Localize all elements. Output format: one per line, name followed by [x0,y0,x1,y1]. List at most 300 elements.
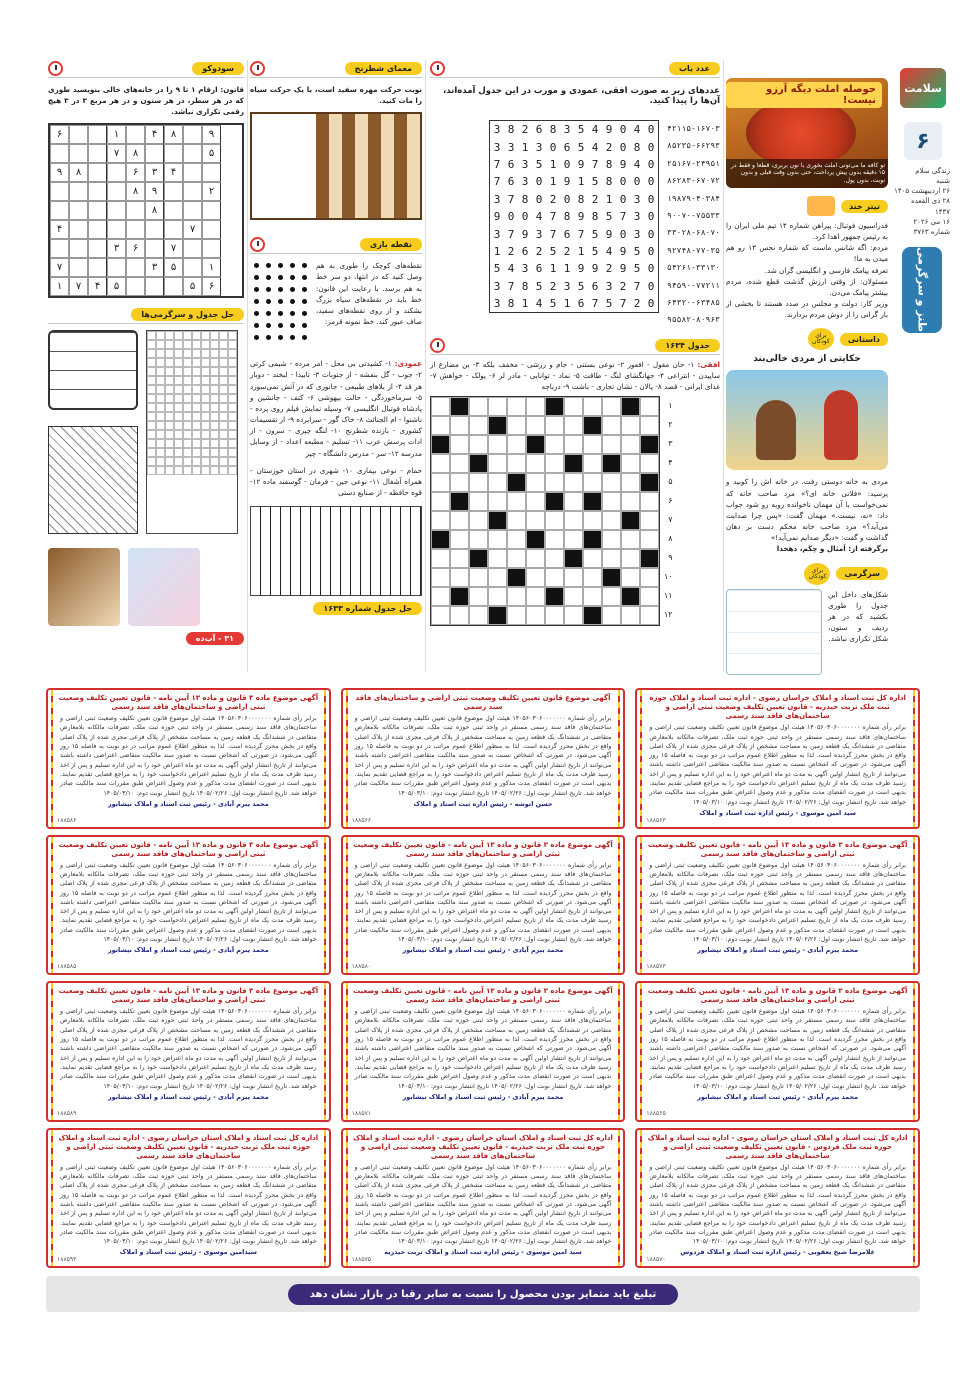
mini-cell [210,466,219,475]
crossword-cell[interactable] [507,416,526,435]
mini-cell [192,394,201,403]
crossword-cell[interactable] [450,549,469,568]
sudoku-cell[interactable] [69,125,88,144]
crossword-cell[interactable] [507,568,526,587]
crossword-cell[interactable] [583,397,602,416]
crossword-cell[interactable] [488,568,507,587]
mini-cell [219,421,228,430]
crossword-cell[interactable] [602,511,621,530]
sudoku-cell[interactable] [107,258,126,277]
crossword-cell[interactable] [526,568,545,587]
crossword-cell[interactable] [545,473,564,492]
crossword-cell[interactable] [526,473,545,492]
crossword-cell[interactable] [526,530,545,549]
crossword-cell[interactable] [621,549,640,568]
crossword-cell[interactable] [640,473,659,492]
crossword-cell[interactable] [431,511,450,530]
crossword-cell[interactable] [469,587,488,606]
sudoku-cell[interactable] [164,201,183,220]
crossword-cell[interactable] [545,549,564,568]
sudoku-cell[interactable] [183,163,202,182]
chess-square [329,205,342,218]
dot [278,299,283,304]
sudoku-cell[interactable] [145,220,164,239]
crossword-cell[interactable] [431,606,450,625]
number-cell: 3 [493,279,501,293]
crossword-cell[interactable] [526,606,545,625]
crossword-cell[interactable] [621,587,640,606]
chess-square [355,192,368,205]
crossword-cell[interactable] [450,454,469,473]
mini-cell [174,340,183,349]
mini-cell [165,331,174,340]
mini-cell [228,421,237,430]
crossword-cell[interactable] [507,454,526,473]
crossword-cell[interactable] [488,435,507,454]
sudoku-cell[interactable]: ۸ [69,163,88,182]
crossword-cell[interactable] [488,549,507,568]
crossword-cell[interactable] [507,549,526,568]
mini-cell [165,439,174,448]
sudoku-cell[interactable] [50,239,69,258]
sudoku-cell[interactable] [126,277,145,296]
crossword-cell[interactable] [583,511,602,530]
sudoku-cell[interactable]: ۷ [107,144,126,163]
sudoku-cell[interactable] [69,239,88,258]
sudoku-cell[interactable]: ۶ [126,163,145,182]
notice-box [635,835,920,976]
sudoku-cell[interactable]: ۶ [50,125,69,144]
code-item: ۴۲۱۱۵-۱۶۷۰۳ [667,124,720,133]
sudoku-cell[interactable] [88,125,107,144]
sudoku-cell[interactable] [88,220,107,239]
solutions-left [48,330,138,534]
crossword-cell[interactable] [488,606,507,625]
mini-cell [183,376,192,385]
sudoku-cell[interactable] [88,182,107,201]
crossword-cell[interactable] [431,416,450,435]
crossword-cell[interactable] [621,492,640,511]
sudoku-cell[interactable] [69,220,88,239]
crossword-cell[interactable] [564,435,583,454]
dot [290,275,295,280]
crossword-cell[interactable] [507,473,526,492]
crossword-cell[interactable] [488,492,507,511]
crossword-cell[interactable] [469,416,488,435]
number-cell: 0 [633,175,641,189]
sudoku-cell[interactable] [88,163,107,182]
crossword-cell[interactable] [621,397,640,416]
sudoku-cell[interactable] [69,258,88,277]
sudoku-cell[interactable] [69,182,88,201]
sudoku-cell[interactable]: ۹ [50,163,69,182]
crossword-cell[interactable] [545,606,564,625]
sudoku-cell[interactable] [50,182,69,201]
sudoku-cell[interactable] [69,144,88,163]
crossword-cell[interactable] [450,568,469,587]
crossword-cell[interactable] [583,549,602,568]
sudoku-cell[interactable] [145,239,164,258]
number-cell: 5 [493,262,501,276]
sudoku-cell[interactable] [202,239,221,258]
mini-cell [156,421,165,430]
crossword-cell[interactable] [507,530,526,549]
sudoku-cell[interactable] [183,125,202,144]
section-title: عدد یاب [669,62,720,75]
solution-label: حل جدول شماره ۱۶۳۳ [313,602,422,615]
crossword-cell[interactable] [469,549,488,568]
crossword-cell[interactable] [564,473,583,492]
crossword-cell[interactable] [507,606,526,625]
crossword-cell[interactable] [469,511,488,530]
crossword-cell[interactable] [545,568,564,587]
crossword-cell[interactable] [545,454,564,473]
mini-cell [219,340,228,349]
number-cell: 2 [549,192,557,206]
section-tab[interactable]: طنز و سرگرمی [902,247,942,333]
crossword-cell[interactable] [469,568,488,587]
crossword-cell[interactable] [602,397,621,416]
crossword-cell[interactable] [545,587,564,606]
crossword-cell[interactable] [602,416,621,435]
crossword-cell[interactable] [526,549,545,568]
crossword-cell[interactable] [469,606,488,625]
crossword-cell[interactable] [431,397,450,416]
chess-square [394,192,407,205]
mini-cell [147,457,156,466]
sudoku-title: سودوکو [192,62,244,75]
mini-cell [219,466,228,475]
sudoku-cell[interactable]: ۷ [69,277,88,296]
crossword-cell[interactable] [488,530,507,549]
crossword-cell[interactable] [583,530,602,549]
sudoku-cell[interactable] [164,144,183,163]
crossword-cell[interactable] [507,511,526,530]
dot [278,263,283,268]
crossword-cell[interactable] [431,530,450,549]
chess-square [407,127,420,140]
mini-cell [228,448,237,457]
crossword-cell[interactable] [640,549,659,568]
crossword-cell[interactable] [564,416,583,435]
sudoku-cell[interactable] [202,220,221,239]
crossword-cell[interactable] [450,530,469,549]
crossword-cell[interactable] [602,568,621,587]
sudoku-cell[interactable] [126,220,145,239]
number-cell: 0 [647,175,655,189]
number-cell: 9 [619,244,627,258]
crossword-cell[interactable] [564,454,583,473]
crossword-cell[interactable] [621,473,640,492]
sudoku-cell[interactable]: ۸ [126,182,145,201]
crossword-cell[interactable] [469,492,488,511]
crossword-cell[interactable] [545,530,564,549]
sudoku-cell[interactable]: ۳ [145,258,164,277]
notice-title: آگهی موضوع ماده ۳ قانون و ماده ۱۳ آیین نامه - قانون تعیین تکلیف وضعیت ثبتی اراضی و ساختمان‌های فاقد سند رسمی [58,694,319,712]
crossword-cell[interactable] [526,492,545,511]
crossword-cell[interactable] [621,511,640,530]
crossword-cell[interactable] [507,397,526,416]
crossword-cell[interactable] [602,530,621,549]
crossword-cell[interactable] [621,568,640,587]
crossword-cell[interactable] [545,435,564,454]
sudoku-cell[interactable] [145,144,164,163]
crossword-cell[interactable] [526,587,545,606]
crossword-cell[interactable] [564,568,583,587]
sudoku-cell[interactable]: ۸ [145,201,164,220]
crossword-cell[interactable] [640,435,659,454]
notice-code: ۱۸۸۵۸۹ [57,1109,77,1117]
sudoku-cell[interactable]: ۹ [202,125,221,144]
crossword-cell[interactable] [431,492,450,511]
mini-cell [156,349,165,358]
crossword-cell[interactable] [431,435,450,454]
dot [290,263,295,268]
notice-box [46,981,331,1122]
crossword-cell[interactable] [450,587,469,606]
sudoku-cell[interactable] [107,201,126,220]
crossword-cell[interactable] [526,511,545,530]
crossword-cell[interactable] [431,587,450,606]
sudoku-cell[interactable] [107,182,126,201]
sudoku-cell[interactable] [183,144,202,163]
sudoku-cell[interactable]: ۵ [164,258,183,277]
crossword-cell[interactable] [640,397,659,416]
sudoku-cell[interactable] [50,201,69,220]
crossword-cell[interactable] [450,397,469,416]
mini-cell [201,403,210,412]
sudoku-cell[interactable] [164,182,183,201]
mini-cell [183,385,192,394]
code-list [667,120,720,329]
crossword-cell[interactable] [507,435,526,454]
crossword-cell[interactable] [621,606,640,625]
sudoku-cell[interactable] [126,201,145,220]
crossword-cell[interactable] [469,473,488,492]
chess-square [407,179,420,192]
mini-cell [228,439,237,448]
crossword-cell[interactable] [602,492,621,511]
sudoku-grid [48,123,244,298]
crossword-cell[interactable] [488,587,507,606]
crossword-cell[interactable] [450,473,469,492]
crossword-cell[interactable] [583,568,602,587]
mini-cell [192,421,201,430]
crossword-cell[interactable] [640,606,659,625]
sudoku-cell[interactable]: ۵ [183,277,202,296]
sudoku-cell[interactable]: ۱ [107,125,126,144]
crossword-cell[interactable] [564,549,583,568]
legal-notices [46,688,920,1268]
sudoku-cell[interactable] [145,277,164,296]
crossword-cell[interactable] [564,606,583,625]
sudoku-cell[interactable] [183,201,202,220]
crossword-cell[interactable] [450,492,469,511]
sudoku-cell[interactable]: ۲ [202,182,221,201]
mini-cell [201,358,210,367]
sudoku-cell[interactable] [88,144,107,163]
sudoku-cell[interactable] [88,201,107,220]
sudoku-cell[interactable] [202,163,221,182]
sudoku-cell[interactable] [88,258,107,277]
crossword-cell[interactable] [583,606,602,625]
crossword-cell[interactable] [507,492,526,511]
crossword-cell[interactable] [583,416,602,435]
crossword-cell[interactable] [640,454,659,473]
sudoku-cell[interactable] [126,258,145,277]
crossword-cell[interactable] [450,416,469,435]
crossword-cell[interactable] [621,454,640,473]
sudoku-cell[interactable]: ۴ [145,125,164,144]
crossword-cell[interactable] [488,511,507,530]
crossword-cell[interactable] [621,530,640,549]
crossword-cell[interactable] [507,587,526,606]
sudoku-cell[interactable]: ۶ [126,239,145,258]
crossword-cell[interactable] [602,454,621,473]
sudoku-cell[interactable]: ۳ [145,163,164,182]
crossword-cell[interactable] [602,473,621,492]
sudoku-cell[interactable] [107,163,126,182]
crossword-cell[interactable] [545,416,564,435]
crossword-cell[interactable] [621,435,640,454]
crossword-cell[interactable] [488,473,507,492]
crossword-cell[interactable] [526,454,545,473]
sudoku-cell[interactable] [88,239,107,258]
crossword-cell[interactable] [602,606,621,625]
number-cell: 0 [563,192,571,206]
crossword-cell[interactable] [545,492,564,511]
crossword-cell[interactable] [488,416,507,435]
issue-meta [894,166,952,237]
crossword-cell[interactable] [526,416,545,435]
sudoku-cell[interactable]: ۴ [50,220,69,239]
crossword-cell[interactable] [450,435,469,454]
code-item: ۹۴۵۹۰-۷۷۲۱۱ [667,280,720,290]
mini-cell [156,394,165,403]
sudoku-cell[interactable] [183,258,202,277]
crossword-cell[interactable] [640,587,659,606]
sudoku-cell[interactable]: ۸ [164,125,183,144]
crossword-cell[interactable] [431,454,450,473]
notice-signature: محمد یبرم آبادی - رئیس ثبت اسناد و املاک نیشابور [697,1092,859,1101]
sudoku-cell[interactable]: ۷ [50,258,69,277]
crossword-cell[interactable] [564,511,583,530]
sudoku-cell[interactable]: ۵ [107,277,126,296]
chess-square [368,179,381,192]
crossword-cell[interactable] [564,397,583,416]
sudoku-cell[interactable]: ۷ [164,239,183,258]
sudoku-cell[interactable] [50,144,69,163]
sudoku-cell[interactable]: ۱ [202,258,221,277]
sudoku-cell[interactable]: ۸ [126,144,145,163]
crossword-cell[interactable] [431,473,450,492]
extra-clues: حمام - نوعی بیماری ۱۰- شهری در استان خوزستان - همراه آشغال ۱۱- نوعی جین - فرمان - گوسفند ماده ۱۲- قوه حافظه - از صنایع دستی [250,465,423,498]
number-cell: 0 [647,140,655,154]
answer-label: ۳۱ - آب‌ده [186,632,244,645]
crossword-cell[interactable] [488,397,507,416]
sudoku-cell[interactable] [107,220,126,239]
sudoku-cell[interactable]: ۹ [145,182,164,201]
sudoku-cell[interactable] [183,239,202,258]
sudoku-cell[interactable]: ۴ [88,277,107,296]
sudoku-cell[interactable]: ۵ [202,144,221,163]
mini-cell [219,394,228,403]
crossword-cell[interactable] [450,511,469,530]
crossword-cell[interactable] [431,549,450,568]
mini-cell [210,349,219,358]
crossword-cell[interactable] [450,606,469,625]
crossword-cell[interactable] [640,568,659,587]
crossword-cell[interactable] [640,416,659,435]
across-text: ۱- حان مغول - افعوز ۲- نوعی بستنی - جام و رزشی - مخفف بلکه ۳- بن مضارع از ساییدن - انتزاعی ۴- جهانگشای لنگ - طاقت ۵- نماد - توانایی - مادر لر ۶- پولک - خواهش ۷- غذای ایرانی - قصد ۸- پالان - نشان تجاری - باشت ۹- درباچه [430,359,720,392]
crossword-cell[interactable] [602,549,621,568]
number-cell: 3 [493,192,501,206]
sudoku-cell[interactable] [126,125,145,144]
crossword-cell[interactable] [564,530,583,549]
sudoku-cell[interactable] [202,201,221,220]
crossword-cell[interactable] [564,492,583,511]
number-cell: 7 [591,157,599,171]
crossword-cell[interactable] [583,454,602,473]
mini-cell [183,331,192,340]
crossword-cell[interactable] [640,492,659,511]
meta-line: زندگی سلام [915,167,950,175]
crossword-cell[interactable] [545,397,564,416]
crossword-cell[interactable] [469,397,488,416]
crossword-cell[interactable] [564,587,583,606]
sudoku-cell[interactable] [164,220,183,239]
mini-cell [210,421,219,430]
crossword-cell[interactable] [545,511,564,530]
crossword-header [430,337,720,355]
number-cell: 5 [535,157,543,171]
crossword-cell[interactable] [583,435,602,454]
crossword-cell[interactable] [431,568,450,587]
shapes-solution-thumb [128,548,200,626]
sudoku-cell[interactable] [69,201,88,220]
crossword-cell[interactable] [640,530,659,549]
mini-cell [219,367,228,376]
sudoku-cell[interactable]: ۳ [107,239,126,258]
crossword-cell[interactable] [583,473,602,492]
crossword-cell[interactable] [640,511,659,530]
row-number: ۹ [668,553,673,563]
crossword-cell[interactable] [469,530,488,549]
crossword-cell[interactable] [526,435,545,454]
sudoku-cell[interactable]: ۷ [183,220,202,239]
crossword-cell[interactable] [602,587,621,606]
crossword-cell[interactable] [583,587,602,606]
notice-signature: محمد یبرم آبادی - رئیس ثبت اسناد و املاک نیشابور [107,946,269,955]
crossword-cell[interactable] [621,416,640,435]
sudoku-cell[interactable] [164,277,183,296]
chess-square [342,205,355,218]
crossword-cell[interactable] [469,454,488,473]
sudoku-cell[interactable]: ۴ [164,163,183,182]
dot [302,335,307,340]
sudoku-cell[interactable] [183,182,202,201]
sudoku-cell[interactable]: ۱ [50,277,69,296]
crossword-cell[interactable] [602,435,621,454]
crossword-cell[interactable] [583,492,602,511]
crossword-cell[interactable] [526,397,545,416]
crossword-cell[interactable] [488,454,507,473]
number-cell: 5 [549,244,557,258]
crossword-cell[interactable] [469,435,488,454]
sudoku-cell[interactable]: ۶ [202,277,221,296]
dot [266,263,271,268]
number-cell: 7 [507,279,515,293]
